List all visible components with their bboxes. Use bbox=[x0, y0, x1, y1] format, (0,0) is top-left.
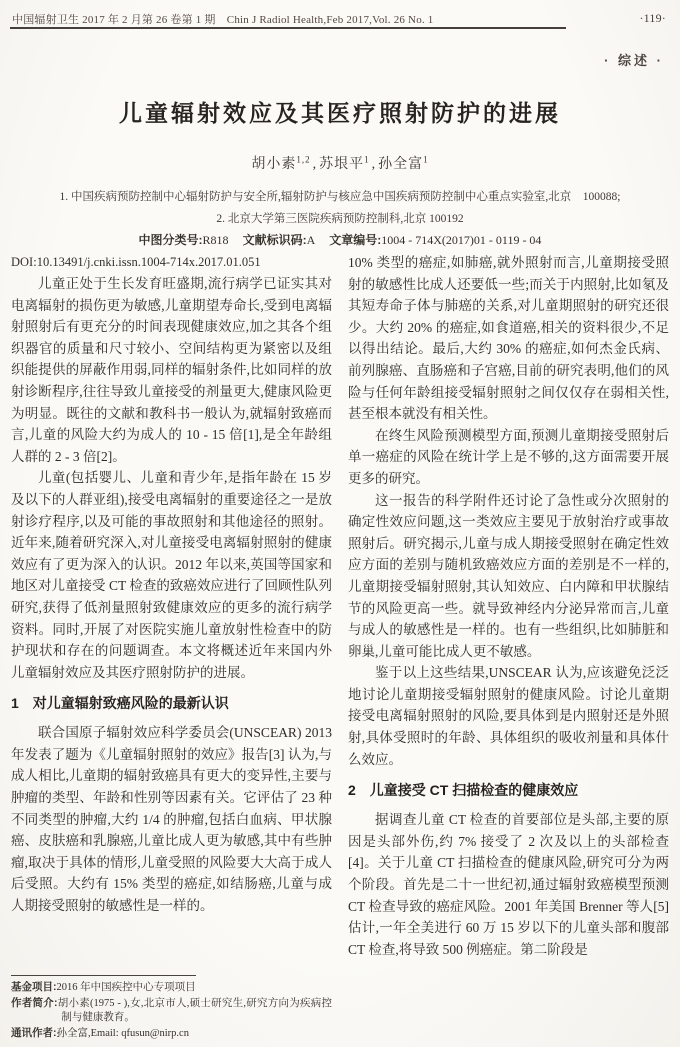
footnote-rule bbox=[11, 975, 196, 976]
clc-value: R818 bbox=[202, 233, 229, 247]
author-bio-label: 作者简介: bbox=[11, 996, 58, 1009]
corresponding-author-text: 孙全富,Email: qfusun@nirp.cn bbox=[56, 1027, 189, 1039]
funding-note bbox=[11, 980, 332, 996]
article-title: 儿童辐射效应及其医疗照射防护的进展 bbox=[119, 100, 561, 126]
author-bio-note bbox=[11, 996, 332, 1026]
author: 苏垠平$^1$ , bbox=[319, 154, 377, 172]
header-rule bbox=[10, 27, 566, 29]
paragraph: 这一报告的科学附件还讨论了急性或分次照射的确定性效应问题,这一类效应主要见于放射治疗或事故照射后。研究揭示,儿童与成人期接受照射在确定性效应方面的差别与随机致癌效应方面的差别是不一样的,儿童期接受辐射照射,其认知效应、白内障和甲状腺结节的风险更高一些。就导致神经内分泌异常而言,儿童与成人的敏感性是一样的。也有一些组织,比如肺脏和卵巢,儿童可能比成人更不敏感。 bbox=[348, 492, 669, 659]
right-column bbox=[348, 252, 669, 1041]
corresponding-author-note bbox=[11, 1026, 332, 1042]
page-number: ·119· bbox=[639, 11, 666, 25]
corresponding-author-label: 通讯作者: bbox=[11, 1026, 57, 1039]
journal-issue-line: 中国辐射卫生 2017 年 2 月第 26 卷第 1 期 Chin J Radiol Health,Feb 2017,Vol. 26 No. 1 bbox=[12, 14, 434, 26]
paragraph: 联合国原子辐射效应科学委员会(UNSCEAR) 2013 年发表了题为《儿童辐射照射的效应》报告[3] 认为,与成人相比,儿童期的辐射致癌具有更大的变异性,主要与肿瘤的类型、年龄和性别等因素有关。它评估了 23 种不同类型的肿瘤,大约 1/4 的肿瘤,包括白血病、甲状腺癌、皮肤癌和乳腺癌,儿童比成人更为敏感,其中有些肿瘤,取决于具体的情形,儿童受照的风险要大大高于成人后受照。大约有 15% 类型的癌症,如结肠癌,儿童与成人期接受照射的敏感性是一样的。 bbox=[11, 725, 332, 914]
paragraph: 鉴于以上这些结果,UNSCEAR 认为,应该避免泛泛地讨论儿童期接受辐射照射的健康风险。讨论儿童期接受电离辐射照射的风险,要具体到是内照射还是外照射,具体受照时的年龄、具体组织的吸收剂量和具体什么效应。 bbox=[348, 665, 669, 767]
paragraph: 儿童(包括婴儿、儿童和青少年,是指年龄在 15 岁及以下的人群亚组),接受电离辐射的重要途径之一是放射诊疗程序,以及可能的事故照射和其他途径的照射。近年来,随着研究深入,对儿童接受电离辐射照射的健康效应有了更为深入的认识。2012 年以来,英国等国家和地区对儿童接受 CT 检查的致癌效应进行了回顾性队列研究,获得了低剂量照射致健康效应的更多的流行病学资料。同时,开展了对医院实施儿童放射性检查中的防护现状和存在的问题调查。本文将概述近年来国内外儿童辐射效应及其医疗照射防护的进展。 bbox=[11, 470, 332, 680]
first-page-footnote bbox=[11, 972, 332, 1041]
paragraph: 据调查儿童 CT 检查的首要部位是头部,主要的原因是头部外伤,约 7% 接受了 2 次及以上的头部检查[4]。关于儿童 CT 扫描检查的健康风险,研究可分为两个阶段。首先是二十一世纪初,通过辐射致癌模型预测 CT 检查导致的癌症风险。2001 年美国 Brenner 等人[5] 估计,一年全美进行 60 万 15 岁以下的儿童头部和腹部 CT 检查,将导致 500 例癌症。第二阶段是 bbox=[348, 812, 669, 957]
author-affil-sup: 1,2 bbox=[296, 154, 311, 165]
doc-code-value: A bbox=[306, 233, 316, 247]
doi-line: DOI:10.13491/j.cnki.issn.1004-714x.2017.01.051 bbox=[11, 255, 261, 269]
article-id-value: 1004 - 714X(2017)01 - 0119 - 04 bbox=[381, 233, 542, 247]
funding-label: 基金项目: bbox=[11, 981, 57, 993]
affiliation-1: 1. 中国疾病预防控制中心辐射防护与安全所,辐射防护与核应急中国疾病预防控制中心重点实验室,北京 100088; bbox=[59, 191, 621, 203]
paragraph: 在终生风险预测模型方面,预测儿童期接受照射后单一癌症的风险在统计学上是不够的,这方面需要开展更多的研究。 bbox=[348, 427, 669, 486]
paragraph: 儿童正处于生长发育旺盛期,流行病学已证实其对电离辐射的损伤更为敏感,儿童期望寿命长,受到电离辐射照射后有更充分的时间表现健康效应,加之其各个组织器官的质量和尺寸较小、空间结构更为紧密以及组织能提供的屏蔽作用弱,同样的辐射条件,比如同样的放射诊断程序,往往导致儿童接受的剂量更大,健康风险更为明显。既往的文献和教科书一般认为,就辐射致癌而言,儿童的风险大约为成人的 10 - 15 倍[1],是全年龄组人群的 2 - 3 倍[2]。 bbox=[11, 276, 332, 464]
classification-line bbox=[0, 231, 680, 248]
article-body bbox=[11, 252, 669, 1041]
author-bio-text: 胡小素(1975 - ),女,北京市人,硕士研究生,研究方向为疾病控制与健康教育。 bbox=[57, 997, 332, 1023]
author: 胡小素$^{1,2}$ , bbox=[251, 154, 318, 172]
paragraph-continuation: 10% 类型的癌症,如肺癌,就外照射而言,儿童期接受照射的敏感性比成人还要低一些;而关于内照射,比如氡及其短寿命子体与肺癌的关系,对儿童期照射的研究还很少。大约 20% 的癌症,如食道癌,相关的资料很少,不足以得出结论。最后,大约 30% 的癌症,如何杰金氏病、前列腺癌、直肠癌和子宫癌,目前的研究表明,他们的风险与任何年龄组接受辐射照射之间仅仅存在弱相关性,甚至根本就没有相关性。 bbox=[348, 255, 669, 422]
column-category-tag: · 综述 · bbox=[604, 53, 664, 68]
section-1-heading: 1 对儿童辐射致癌风险的最新认识 bbox=[11, 695, 229, 712]
clc-label: 中图分类号: bbox=[138, 233, 203, 247]
author-affil-sup: 1 bbox=[423, 154, 429, 165]
doc-code-label: 文献标识码: bbox=[242, 233, 307, 247]
author-line bbox=[0, 153, 680, 173]
author: 孙全富$^1$ bbox=[378, 154, 429, 172]
affiliation-2: 2. 北京大学第三医院疾病预防控制科,北京 100192 bbox=[216, 213, 464, 225]
author-affil-sup: 1 bbox=[364, 154, 370, 165]
running-head bbox=[12, 11, 666, 27]
left-column bbox=[11, 252, 332, 1041]
funding-text: 2016 年中国疾控中心专项项目 bbox=[56, 982, 196, 993]
section-2-heading: 2 儿童接受 CT 扫描检查的健康效应 bbox=[348, 782, 579, 799]
article-id-label: 文章编号: bbox=[329, 233, 382, 247]
